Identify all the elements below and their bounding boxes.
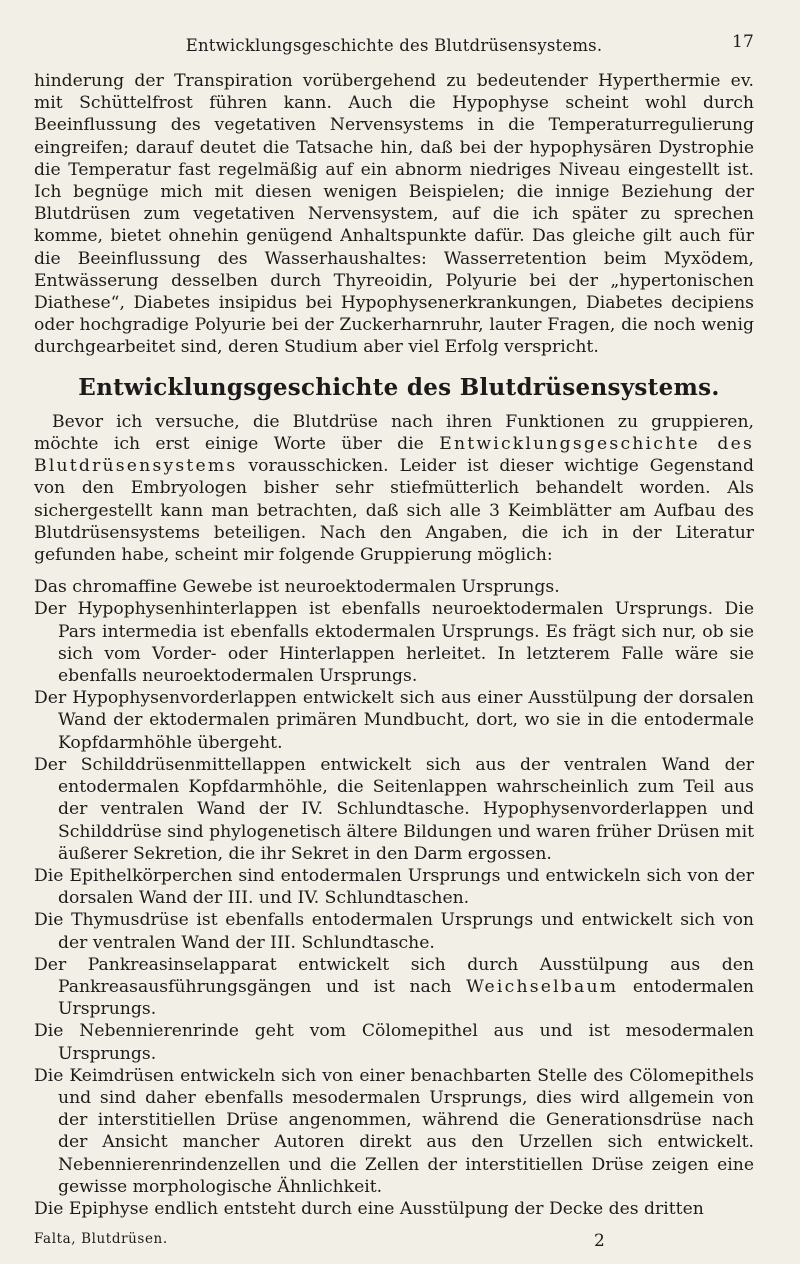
list-item: Der Hypophysenvorderlappen entwickelt sich aus einer Ausstülpung der dorsalen Wand der ektodermalen primären Mundbucht, dort, wo sie in die entodermale Kopfdarmhöhle übergeht. bbox=[34, 688, 754, 753]
body-text bbox=[34, 70, 754, 1220]
list-item: Der Schilddrüsenmittellappen entwickelt sich aus der ventralen Wand der entodermalen Kopfdarmhöhle, die Seitenlappen wahrscheinlich zum Teil aus der ventralen Wand der IV. Schlundtasche. Hypophysenvorderlappen und Schilddrüse sind phylogenetisch ältere Bildungen und waren früher Drüsen mit äußerer Sekretion, die ihr Sekret in den Darm ergossen. bbox=[34, 754, 754, 864]
intro-paragraph bbox=[34, 411, 754, 566]
list-item: Die Thymusdrüse ist ebenfalls entodermalen Ursprungs und entwickelt sich von der ventralen Wand der III. Schlundtasche. bbox=[34, 910, 754, 953]
page-number: 17 bbox=[731, 32, 754, 52]
list-item: Die Nebennierenrinde geht vom Cölomepithel aus und ist mesodermalen Ursprungs. bbox=[34, 1021, 754, 1064]
pancreas-text-after: entodermalen Ursprungs. bbox=[58, 976, 754, 1020]
list-item: Das chromaffine Gewebe ist neuroektodermalen Ursprungs. bbox=[34, 577, 560, 598]
sheet-number: 2 bbox=[594, 1231, 605, 1251]
author-name-spaced: Weichselbaum bbox=[466, 976, 619, 997]
list-item: Der Hypophysenhinterlappen ist ebenfalls neuroektodermalen Ursprungs. Die Pars intermedia ist ebenfalls ektodermalen Ursprungs. Es frägt sich nur, ob sie sich vom Vorder- oder Hinterlappen herleitet. In letzterem Falle wäre sie ebenfalls neuroektodermalen Ursprungs. bbox=[34, 599, 754, 687]
list-item: Die Keimdrüsen entwickeln sich von einer benachbarten Stelle des Cölomepithels und sind daher ebenfalls mesodermalen Ursprungs, dies wird allgemein von der interstitiellen Drüse angenommen, während die Generationsdrüse nach der Ansicht mancher Autoren direkt aus den Urzellen sich entwickelt. Nebennierenrindenzellen und die Zellen der interstitiellen Drüse zeigen eine gewisse morphologische Ähnlichkeit. bbox=[34, 1065, 754, 1197]
running-title: Entwicklungsgeschichte des Blutdrüsensystems. bbox=[185, 36, 603, 55]
list-item: Die Epiphyse endlich entsteht durch eine Ausstülpung der Decke des dritten bbox=[34, 1198, 704, 1219]
section-heading: Entwicklungsgeschichte des Blutdrüsensystems. bbox=[78, 373, 720, 401]
list-item bbox=[34, 954, 754, 1021]
intro-text-after: vorausschicken. Leider ist dieser wichtige Gegenstand von den Embryologen bisher sehr stiefmütterlich behandelt worden. Als sichergestellt kann man betrachten, daß sich alle 3 Keimblätter am Aufbau des Blutdrüsensystems beteiligen. Nach den Angaben, die ich in der Literatur gefunden habe, scheint mir folgende Gruppierung möglich: bbox=[34, 456, 754, 566]
footer-signature: Falta, Blutdrüsen. bbox=[34, 1231, 168, 1247]
intro-spaced-emphasis: Entwicklungsgeschichte des Blutdrüsensystems bbox=[34, 434, 755, 477]
page-footer bbox=[34, 1231, 754, 1253]
gland-origin-list bbox=[34, 576, 754, 1220]
running-header bbox=[34, 30, 754, 70]
pancreas-text-before: Der Pankreasinselapparat entwickelt sich durch Ausstülpung aus den Pankreasausführungsgängen und ist nach bbox=[34, 954, 754, 997]
continued-paragraph: hinderung der Transpiration vorübergehend zu bedeutender Hyperthermie ev. mit Schüttelfrost führen kann. Auch die Hypophyse scheint wohl durch Beeinflussung des vegetativen Nervensystems in die Temperaturregulierung eingreifen; darauf deutet die Tatsache hin, daß bei der hypophysären Dystrophie die Temperatur fast regelmäßig auf ein abnorm niedriges Niveau eingestellt ist. Ich begnüge mich mit diesen wenigen Beispielen; die innige Beziehung der Blutdrüsen zum vegetativen Nervensystem, auf die ich später zu sprechen komme, bietet ohnehin genügend Anhaltspunkte dafür. Das gleiche gilt auch für die Beeinflussung des Wasserhaushaltes: Wasserretention beim Myxödem, Entwässerung desselben durch Thyreoidin, Polyurie bei der „hypertonischen Diathese“, Diabetes insipidus bei Hypophysenerkrankungen, Diabetes decipiens oder hochgradige Polyurie bei der Zuckerharnruhr, lauter Fragen, die noch wenig durchgearbeitet sind, deren Studium aber viel Erfolg verspricht. bbox=[34, 71, 754, 358]
list-item: Die Epithelkörperchen sind entodermalen Ursprungs und entwickeln sich von der dorsalen Wand der III. und IV. Schlundtaschen. bbox=[34, 865, 754, 909]
intro-text-before: Bevor ich versuche, die Blutdrüse nach ihren Funktionen zu gruppieren, möchte ich erst einige Worte über die bbox=[34, 411, 754, 455]
